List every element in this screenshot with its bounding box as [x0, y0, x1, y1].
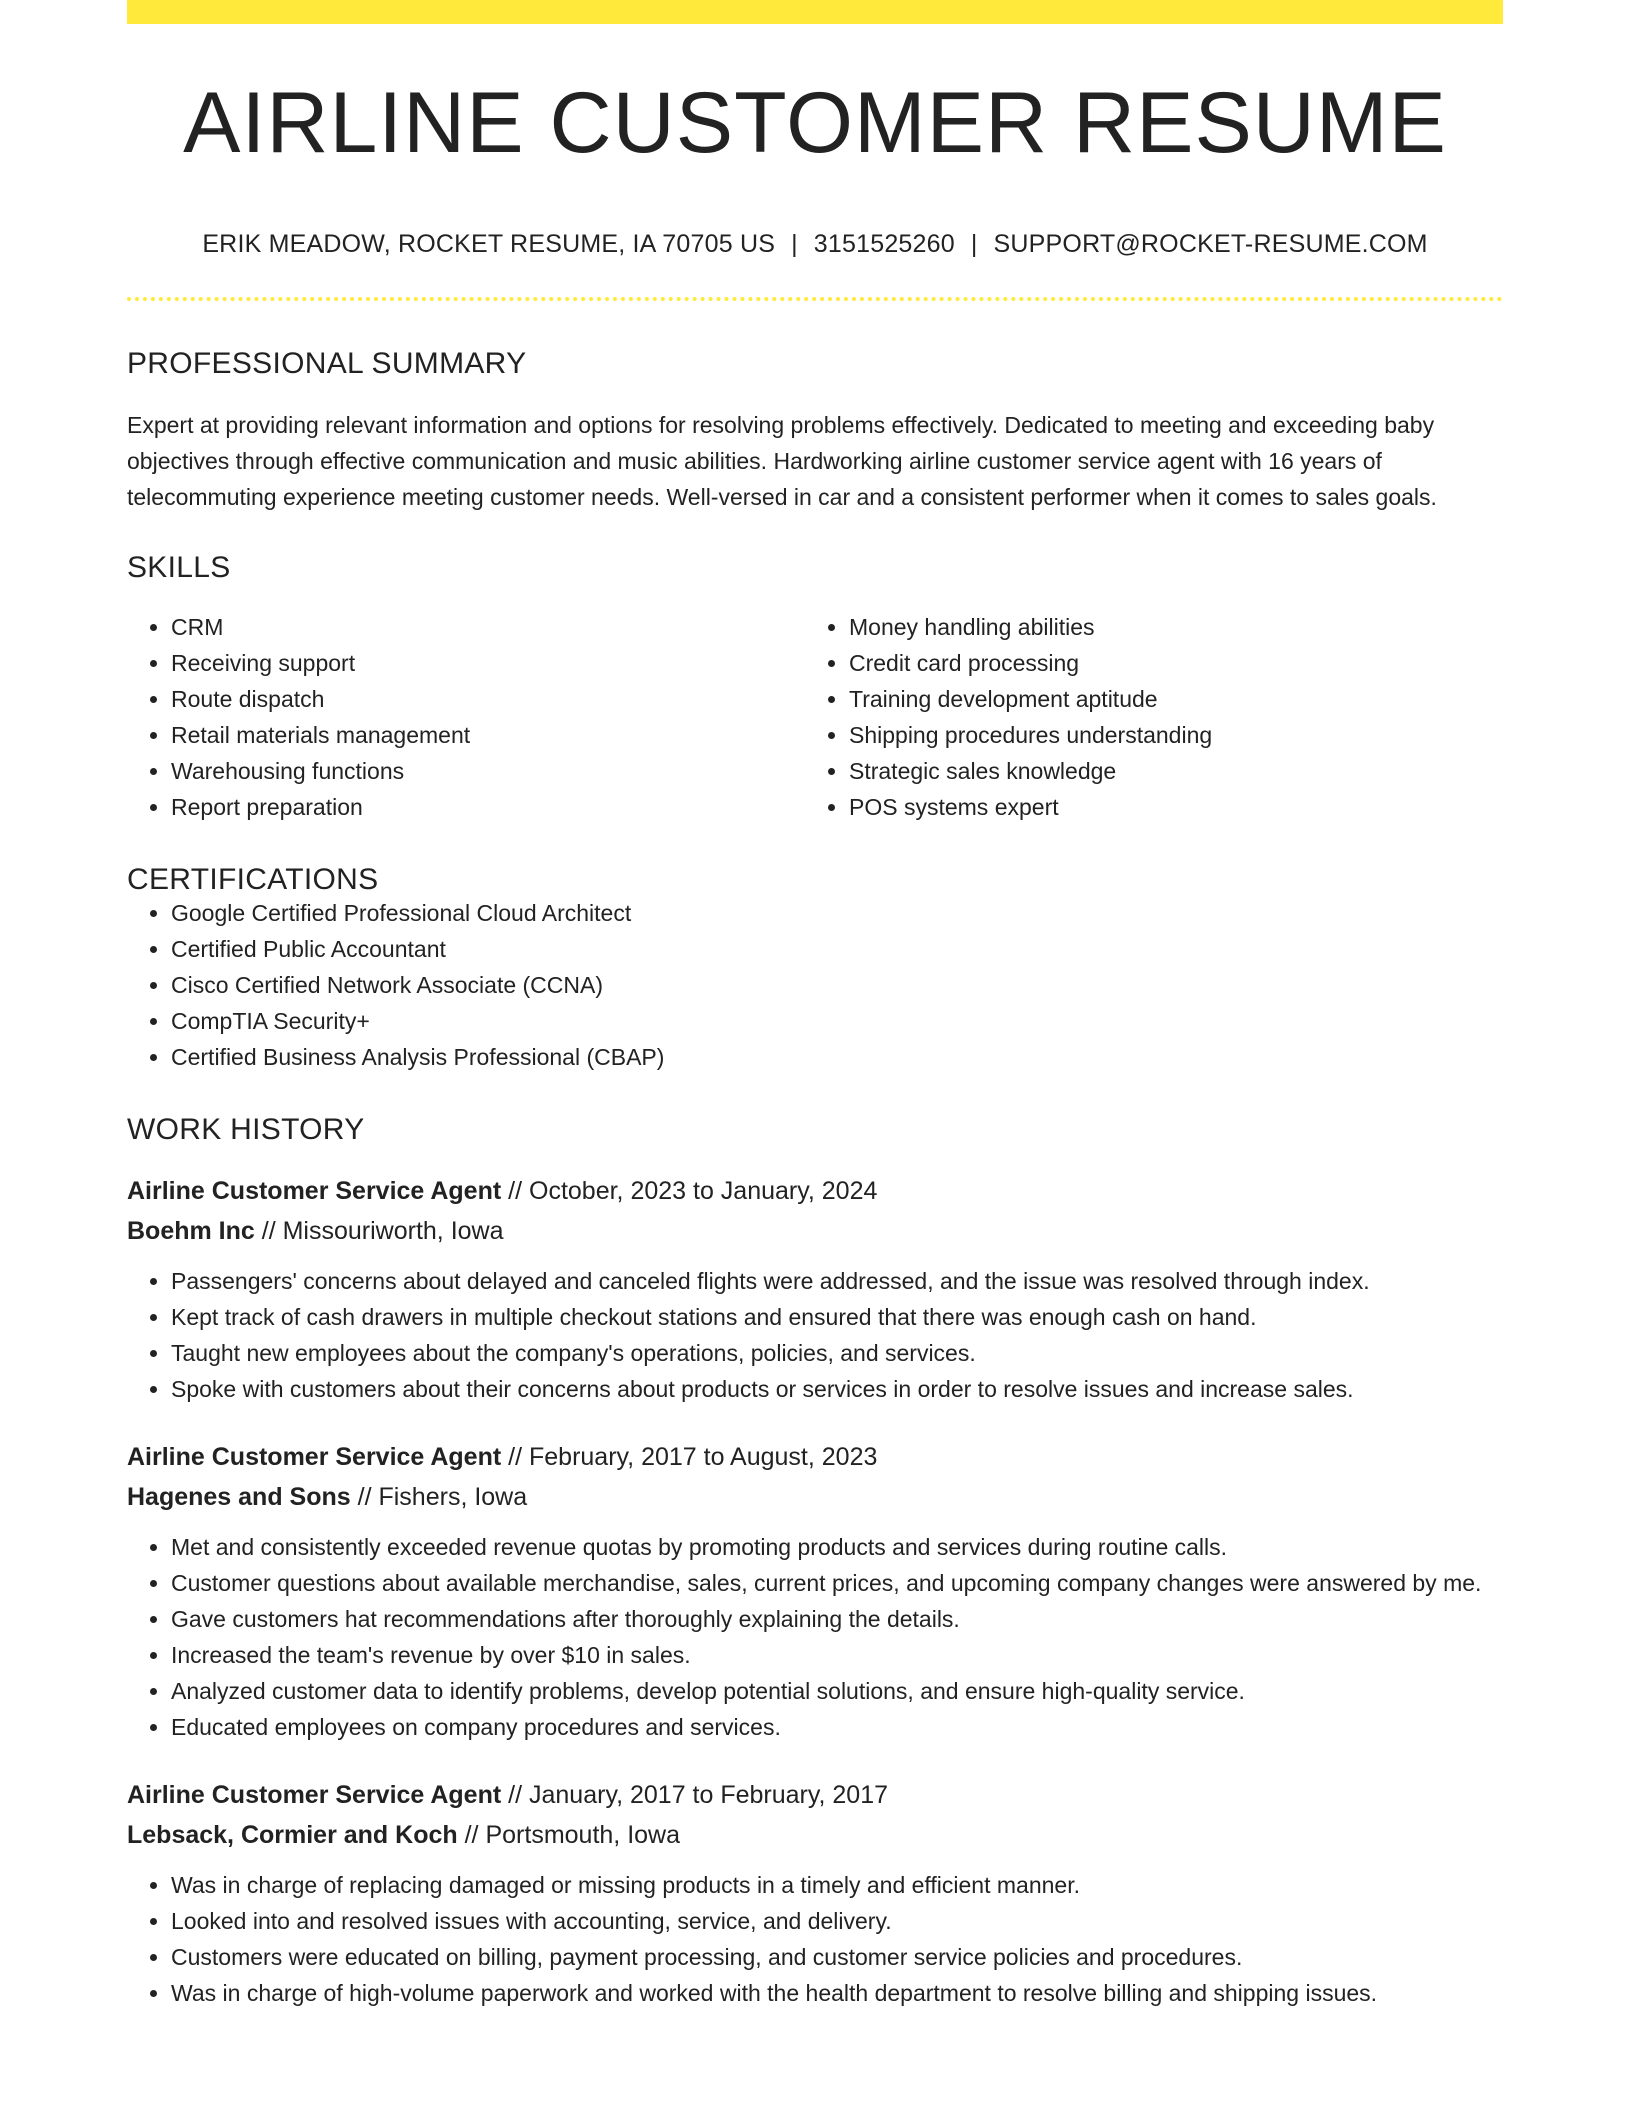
skill-item: • Retail materials management	[171, 717, 805, 753]
job-dates: October, 2023 to January, 2024	[529, 1177, 878, 1205]
job-bullet: • Customers were educated on billing, payment processing, and customer service policies and procedures.	[171, 1939, 1503, 1975]
job-company: Lebsack, Cormier and Koch	[127, 1821, 458, 1849]
skills-list-right	[805, 609, 1483, 825]
job-bullet: • Gave customers hat recommendations after thoroughly explaining the details.	[171, 1601, 1503, 1637]
job-bullets	[127, 1529, 1503, 1745]
skill-item: • POS systems expert	[849, 789, 1483, 825]
job-entry	[127, 1171, 1503, 1407]
job-title-line	[127, 1171, 1503, 1211]
contact-email: SUPPORT@ROCKET-RESUME.COM	[993, 230, 1428, 258]
job-company: Boehm Inc	[127, 1217, 255, 1245]
certification-item: • Cisco Certified Network Associate (CCNA)	[171, 967, 1503, 1003]
job-company-line	[127, 1815, 1503, 1855]
skills-grid	[127, 609, 1503, 825]
skill-item: • Shipping procedures understanding	[849, 717, 1483, 753]
job-separator: //	[464, 1821, 479, 1849]
dotted-divider	[127, 297, 1503, 301]
certification-item: • Google Certified Professional Cloud Architect	[171, 895, 1503, 931]
job-title: Airline Customer Service Agent	[127, 1781, 502, 1809]
job-separator: //	[508, 1443, 523, 1471]
certification-item: • CompTIA Security+	[171, 1003, 1503, 1039]
job-bullet: • Taught new employees about the company's operations, policies, and services.	[171, 1335, 1503, 1371]
skill-item: • Money handling abilities	[849, 609, 1483, 645]
job-dates: February, 2017 to August, 2023	[529, 1443, 878, 1471]
job-title-line	[127, 1437, 1503, 1477]
job-bullet: • Educated employees on company procedures and services.	[171, 1709, 1503, 1745]
job-bullet: • Passengers' concerns about delayed and canceled flights were addressed, and the issue was resolved through index.	[171, 1263, 1503, 1299]
job-bullets	[127, 1867, 1503, 2011]
job-bullet: • Was in charge of replacing damaged or missing products in a timely and efficient manner.	[171, 1867, 1503, 1903]
resume-title: AIRLINE CUSTOMER RESUME	[183, 75, 1447, 171]
job-dates: January, 2017 to February, 2017	[529, 1781, 889, 1809]
contact-line	[127, 230, 1503, 259]
job-title: Airline Customer Service Agent	[127, 1177, 502, 1205]
job-separator: //	[508, 1177, 523, 1205]
skill-item: • Route dispatch	[171, 681, 805, 717]
job-bullet: • Looked into and resolved issues with accounting, service, and delivery.	[171, 1903, 1503, 1939]
job-company-line	[127, 1477, 1503, 1517]
job-company: Hagenes and Sons	[127, 1483, 351, 1511]
skill-item: • Training development aptitude	[849, 681, 1483, 717]
certifications-list	[127, 895, 1503, 1075]
contact-separator: |	[791, 230, 798, 258]
resume-page	[127, 0, 1503, 2011]
job-bullet: • Met and consistently exceeded revenue quotas by promoting products and services during routine calls.	[171, 1529, 1503, 1565]
job-entry	[127, 1775, 1503, 2011]
job-company-line	[127, 1211, 1503, 1251]
skill-item: • CRM	[171, 609, 805, 645]
job-location: Portsmouth, Iowa	[485, 1821, 680, 1849]
job-entry	[127, 1437, 1503, 1745]
top-accent-bar	[127, 0, 1503, 24]
job-bullet: • Customer questions about available merchandise, sales, current prices, and upcoming company changes were answered by me.	[171, 1565, 1503, 1601]
skill-item: • Receiving support	[171, 645, 805, 681]
summary-heading: PROFESSIONAL SUMMARY	[127, 347, 527, 380]
skill-item: • Credit card processing	[849, 645, 1483, 681]
skills-column-right	[805, 609, 1483, 825]
contact-phone: 3151525260	[813, 230, 955, 258]
certifications-heading: CERTIFICATIONS	[127, 863, 379, 896]
job-title: Airline Customer Service Agent	[127, 1443, 502, 1471]
job-bullet: • Analyzed customer data to identify problems, develop potential solutions, and ensure high-quality service.	[171, 1673, 1503, 1709]
certification-item: • Certified Public Accountant	[171, 931, 1503, 967]
skill-item: • Warehousing functions	[171, 753, 805, 789]
job-bullet: • Was in charge of high-volume paperwork and worked with the health department to resolve billing and shipping issues.	[171, 1975, 1503, 2011]
job-bullet: • Spoke with customers about their concerns about products or services in order to resolve issues and increase sales.	[171, 1371, 1503, 1407]
job-bullets	[127, 1263, 1503, 1407]
job-location: Missouriworth, Iowa	[282, 1217, 504, 1245]
skills-list-left	[127, 609, 805, 825]
contact-separator: |	[970, 230, 978, 258]
job-title-line	[127, 1775, 1503, 1815]
job-bullet: • Increased the team's revenue by over $10 in sales.	[171, 1637, 1503, 1673]
work-history-heading: WORK HISTORY	[127, 1113, 365, 1146]
skill-item: • Strategic sales knowledge	[849, 753, 1483, 789]
contact-address: ERIK MEADOW, ROCKET RESUME, IA 70705 US	[202, 230, 776, 258]
summary-text: Expert at providing relevant information and options for resolving problems effectively. Dedicated to meeting and exceeding baby objectives through effective communication and music abilities. Hardworking airline customer service agent with 16 years of telecommuting experience meeting customer needs. Well-versed in car and a consistent performer when it comes to sales goals.	[127, 412, 1437, 510]
skills-heading: SKILLS	[127, 551, 231, 584]
job-bullet: • Kept track of cash drawers in multiple checkout stations and ensured that there was enough cash on hand.	[171, 1299, 1503, 1335]
certification-item: • Certified Business Analysis Professional (CBAP)	[171, 1039, 1503, 1075]
job-location: Fishers, Iowa	[378, 1483, 528, 1511]
job-separator: //	[357, 1483, 372, 1511]
job-separator: //	[261, 1217, 276, 1245]
skill-item: • Report preparation	[171, 789, 805, 825]
skills-column-left	[127, 609, 805, 825]
job-separator: //	[508, 1781, 523, 1809]
